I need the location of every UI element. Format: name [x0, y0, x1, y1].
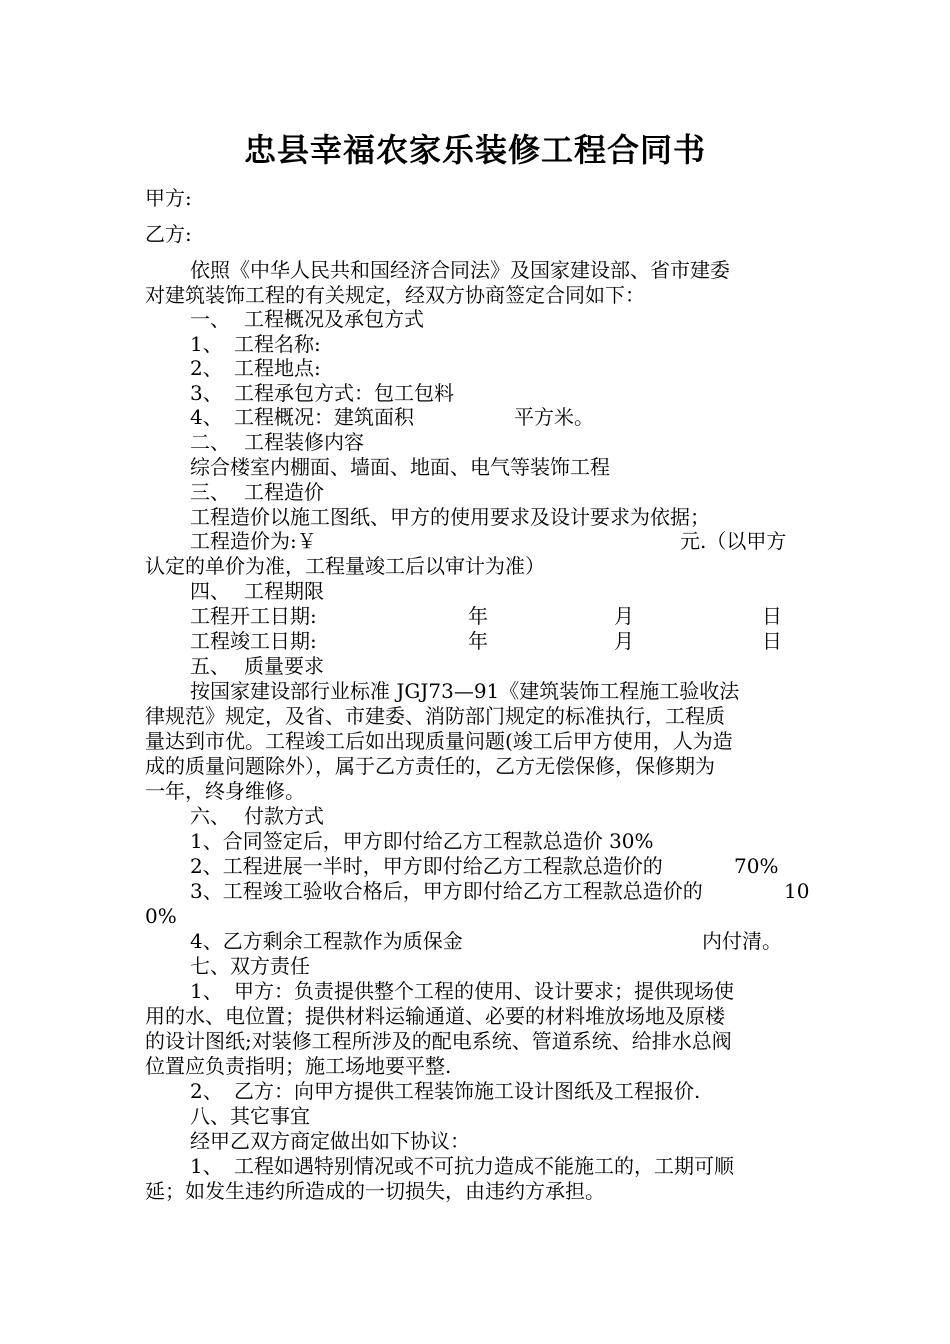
section-title: 质量要求 — [244, 654, 324, 678]
party-a-label: 甲方: — [145, 186, 192, 210]
responsibility-a-line-1 — [190, 979, 734, 1004]
section-6-heading — [190, 804, 324, 829]
responsibility-b — [190, 1079, 700, 1104]
document-title: 忠县幸福农家乐装修工程合同书 — [243, 131, 706, 169]
quality-line-4: 成的质量问题除外），属于乙方责任的，乙方无偿保修，保修期为 — [145, 754, 715, 778]
start-month-label: 月 — [614, 604, 634, 628]
quality-line-1: 按国家建设部行业标准 JGJ73—91《建筑装饰工程施工验收法 — [190, 679, 740, 703]
item-number: 3、 — [190, 381, 223, 405]
item-number: 1、 — [190, 1154, 223, 1178]
section-number: 五、 — [190, 654, 230, 678]
intro-line-2: 对建筑装饰工程的有关规定，经双方协商签定合同如下： — [145, 283, 645, 307]
list-item — [190, 356, 321, 381]
section-2-heading — [190, 430, 364, 455]
area-unit: 平方米。 — [514, 405, 594, 429]
end-date-label: 工程竣工日期: — [190, 629, 317, 653]
list-item — [190, 405, 414, 430]
start-day-label: 日 — [762, 604, 782, 628]
party-b-label: 乙方: — [145, 222, 192, 246]
section-5-heading — [190, 654, 324, 679]
section-number: 二、 — [190, 430, 230, 454]
end-month-label: 月 — [614, 629, 634, 653]
payment-4: 4、乙方剩余工程款作为质保金 — [190, 929, 463, 953]
section-number: 三、 — [190, 480, 230, 504]
section-title: 工程期限 — [244, 579, 324, 603]
item-number: 1、 — [190, 332, 223, 356]
price-note: 认定的单价为准，工程量竣工后以审计为准） — [145, 554, 545, 578]
end-year-label: 年 — [468, 629, 488, 653]
section-number: 一、 — [190, 307, 230, 331]
payment-3-percent-start: 10 — [784, 879, 810, 903]
section-7-heading: 七、双方责任 — [190, 954, 310, 978]
start-year-label: 年 — [468, 604, 488, 628]
payment-2: 2、工程进展一半时，甲方即付给乙方工程款总造价的 — [190, 854, 663, 878]
start-date-label: 工程开工日期: — [190, 604, 317, 628]
other-item-line-1 — [190, 1154, 734, 1179]
item-number: 2、 — [190, 356, 223, 380]
section-4-heading — [190, 579, 324, 604]
quality-line-3: 量达到市优。工程竣工后如出现质量问题(竣工后甲方使用，人为造 — [145, 729, 733, 753]
payment-2-percent: 70% — [734, 854, 779, 878]
section-title: 工程概况及承包方式 — [244, 307, 424, 331]
item-text: 工程如遇特别情况或不可抗力造成不能施工的，工期可顺 — [234, 1154, 734, 1178]
price-unit: 元.（以甲方 — [680, 529, 787, 553]
price-basis: 工程造价以施工图纸、甲方的使用要求及设计要求为依据； — [190, 505, 710, 529]
list-item — [190, 332, 321, 357]
end-day-label: 日 — [762, 629, 782, 653]
item-number: 1、 — [190, 979, 223, 1003]
section-1-heading — [190, 307, 424, 332]
section-8-heading: 八、其它事宜 — [190, 1104, 310, 1128]
item-text: 工程概况：建筑面积 — [234, 405, 414, 429]
other-intro: 经甲乙双方商定做出如下协议： — [190, 1129, 470, 1153]
section-title: 工程装修内容 — [244, 430, 364, 454]
payment-1: 1、合同签定后，甲方即付给乙方工程款总造价 30% — [190, 829, 654, 853]
responsibility-a-line-2: 用的水、电位置；提供材料运输通道、必要的材料堆放场地及原楼 — [145, 1004, 725, 1028]
item-text: 工程地点: — [234, 356, 321, 380]
section-number: 四、 — [190, 579, 230, 603]
payment-3: 3、工程竣工验收合格后，甲方即付给乙方工程款总造价的 — [190, 879, 703, 903]
other-item-line-2: 延；如发生违约所造成的一切损失，由违约方承担。 — [145, 1179, 605, 1203]
intro-line-1: 依照《中华人民共和国经济合同法》及国家建设部、省市建委 — [190, 258, 730, 282]
list-item — [190, 381, 454, 406]
payment-3-percent-end: 0% — [145, 904, 177, 928]
section-title: 工程造价 — [244, 480, 324, 504]
item-number: 2、 — [190, 1079, 223, 1103]
section-number: 六、 — [190, 804, 230, 828]
item-number: 4、 — [190, 405, 223, 429]
quality-line-5: 一年，终身维修。 — [145, 779, 305, 803]
responsibility-a-line-3: 的设计图纸;对装修工程所涉及的配电系统、管道系统、给排水总阀 — [145, 1029, 732, 1053]
price-amount-label: 工程造价为:￥ — [190, 529, 317, 553]
payment-4-tail: 内付清。 — [702, 929, 782, 953]
quality-line-2: 律规范》规定，及省、市建委、消防部门规定的标准执行，工程质 — [145, 704, 725, 728]
section-3-heading — [190, 480, 324, 505]
section-title: 付款方式 — [244, 804, 324, 828]
item-text: 乙方：向甲方提供工程装饰施工设计图纸及工程报价. — [234, 1079, 701, 1103]
item-text: 工程名称: — [234, 332, 321, 356]
responsibility-a-line-4: 位置应负责指明；施工场地要平整. — [145, 1054, 452, 1078]
item-text: 甲方：负责提供整个工程的使用、设计要求；提供现场使 — [234, 979, 734, 1003]
section-2-body: 综合楼室内棚面、墙面、地面、电气等装饰工程 — [190, 455, 610, 479]
item-text: 工程承包方式：包工包料 — [234, 381, 454, 405]
